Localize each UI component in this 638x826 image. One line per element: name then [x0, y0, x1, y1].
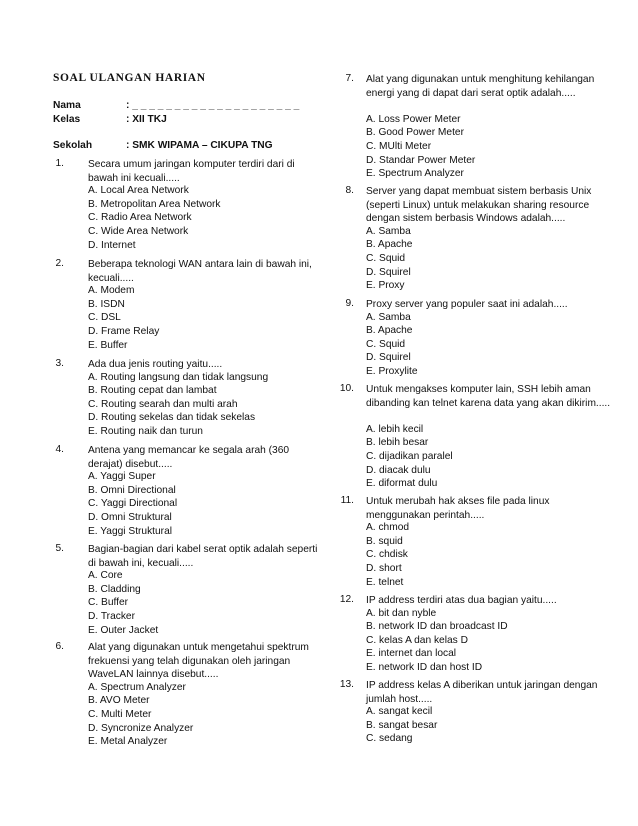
answer-option: D. Internet	[88, 239, 136, 251]
question-number: 7.	[345, 73, 354, 84]
question-number: 10.	[339, 383, 354, 394]
question-number: 6.	[55, 641, 64, 652]
question-text: Beberapa teknologi WAN antara lain di bawah ini, kecuali.....	[88, 259, 312, 284]
answer-option: C. Squid	[366, 338, 406, 350]
kelas-value: : XII TKJ	[126, 114, 167, 125]
answer-option: B. network ID dan broadcast ID	[366, 621, 508, 633]
answer-option: A. Yaggi Super	[88, 471, 156, 483]
question-text: Untuk merubah hak akses file pada linux menggunakan perintah.....	[366, 496, 550, 521]
answer-option: C. DSL	[88, 312, 121, 324]
answer-option: D. Tracker	[88, 611, 135, 622]
answer-option: C. Multi Meter	[88, 709, 152, 720]
answer-option: B. squid	[366, 535, 403, 547]
answer-option: E. diformat dulu	[366, 478, 438, 490]
answer-option: C. chdisk	[366, 549, 408, 561]
answer-option: E. Proxy	[366, 280, 405, 292]
answer-option: B. lebih besar	[366, 437, 429, 449]
answer-option: D. Syncronize Analyzer	[88, 722, 194, 734]
answer-option: E. Outer Jacket	[88, 624, 159, 636]
question-text: Server yang dapat membuat sistem berbasis Unix (seperti Linux) untuk melakukan sharing resource dengan sistem berbasis Windows adalah.....	[366, 186, 592, 225]
answer-option: C. Routing searah dan multi arah	[88, 398, 238, 410]
answer-option: B. Good Power Meter	[366, 127, 464, 139]
answer-option: D. Squirel	[366, 352, 411, 364]
answer-option: C. kelas A dan kelas D	[366, 634, 468, 646]
answer-option: B. Cladding	[88, 583, 141, 595]
answer-option: D. Squirel	[366, 266, 411, 278]
nama-row	[53, 100, 299, 111]
question-text: IP address terdiri atas dua bagian yaitu.....	[366, 595, 557, 606]
sekolah-value: : SMK WIPAMA – CIKUPA TNG	[126, 140, 273, 151]
answer-option: D. Routing sekelas dan tidak sekelas	[88, 412, 256, 424]
question-number: 12.	[339, 594, 354, 605]
question-text: Alat yang digunakan untuk menghitung kehilangan energi yang di dapat dari serat optik adalah.....	[366, 74, 595, 99]
answer-option: C. Wide Area Network	[88, 226, 189, 237]
answer-option: C. Buffer	[88, 597, 129, 609]
answer-option: E. Spectrum Analyzer	[366, 168, 464, 180]
answer-option: A. lebih kecil	[366, 423, 424, 435]
kelas-label: Kelas	[53, 114, 81, 125]
answer-option: A. Samba	[366, 311, 411, 323]
question-number: 13.	[339, 679, 354, 690]
question-text: IP address kelas A diberikan untuk jaringan dengan jumlah host.....	[366, 680, 598, 705]
answer-option: C. sedang	[366, 733, 413, 745]
sekolah-row	[53, 140, 273, 151]
answer-option: D. short	[366, 563, 402, 574]
question-number: 1.	[55, 158, 64, 169]
question-number: 2.	[55, 258, 64, 269]
nama-label: Nama	[53, 100, 81, 111]
answer-option: B. ISDN	[88, 298, 125, 310]
answer-option: D. Frame Relay	[88, 326, 160, 337]
answer-option: A. Samba	[366, 225, 411, 237]
question-number: 4.	[55, 444, 64, 455]
question-number: 5.	[55, 543, 64, 554]
answer-option: D. Standar Power Meter	[366, 154, 476, 166]
question-number: 11.	[340, 495, 354, 506]
sekolah-label: Sekolah	[53, 140, 93, 151]
answer-option: E. Proxylite	[366, 366, 418, 377]
answer-option: C. MUlti Meter	[366, 141, 432, 152]
answer-option: C. Yaggi Directional	[88, 498, 178, 510]
answer-option: E. internet dan local	[366, 648, 457, 660]
answer-option: C. dijadikan paralel	[366, 451, 453, 462]
answer-option: D. diacak dulu	[366, 464, 431, 476]
answer-option: E. Yaggi Struktural	[88, 525, 172, 537]
answer-option: A. Routing langsung dan tidak langsung	[88, 371, 269, 383]
answer-option: A. sangat kecil	[366, 706, 433, 718]
answer-option: A. chmod	[366, 522, 410, 534]
question-number: 8.	[345, 185, 354, 196]
nama-value: : _ _ _ _ _ _ _ _ _ _ _ _ _ _ _ _ _ _ _ _	[126, 100, 300, 111]
question-text: Antena yang memancar ke segala arah (360 derajat) disebut.....	[88, 445, 290, 470]
question-text: Ada dua jenis routing yaitu.....	[88, 359, 223, 370]
page-title: SOAL ULANGAN HARIAN	[53, 72, 206, 84]
answer-option: C. Squid	[366, 253, 406, 264]
answer-option: A. Loss Power Meter	[366, 113, 461, 125]
answer-option: A. Local Area Network	[88, 185, 189, 197]
answer-option: D. Omni Struktural	[88, 512, 172, 523]
answer-option: B. Apache	[366, 325, 413, 337]
answer-option: B. Apache	[366, 239, 413, 251]
answer-option: B. AVO Meter	[88, 695, 150, 707]
question-text: Bagian-bagian dari kabel serat optik adalah seperti di bawah ini, kecuali.....	[88, 544, 318, 569]
question-text: Untuk mengakses komputer lain, SSH lebih aman dibanding kan telnet karena data yang akan dikirim.....	[366, 384, 611, 409]
question-text: Proxy server yang populer saat ini adalah.....	[366, 299, 568, 310]
answer-option: E. Metal Analyzer	[88, 736, 168, 748]
answer-option: B. Omni Directional	[88, 484, 176, 496]
answer-option: A. Core	[88, 570, 123, 582]
answer-option: B. Metropolitan Area Network	[88, 198, 221, 210]
kelas-row	[53, 114, 167, 125]
answer-option: C. Radio Area Network	[88, 212, 192, 224]
answer-option: E. Routing naik dan turun	[88, 426, 203, 437]
answer-option: B. sangat besar	[366, 719, 438, 731]
answer-option: E. network ID dan host ID	[366, 662, 483, 673]
question-number: 9.	[345, 298, 354, 309]
question-text: Secara umum jaringan komputer terdiri dari di bawah ini kecuali.....	[88, 159, 295, 184]
question-number: 3.	[55, 358, 64, 369]
answer-option: A. Spectrum Analyzer	[88, 681, 186, 693]
question-text: Alat yang digunakan untuk mengetahui spektrum frekuensi yang telah digunakan oleh jaringan WaveLAN lainnya disebut.....	[88, 642, 309, 681]
answer-option: E. Buffer	[88, 339, 128, 351]
answer-option: A. Modem	[88, 285, 135, 297]
answer-option: A. bit dan nyble	[366, 607, 437, 619]
answer-option: E. telnet	[366, 576, 404, 588]
answer-option: B. Routing cepat dan lambat	[88, 385, 217, 397]
